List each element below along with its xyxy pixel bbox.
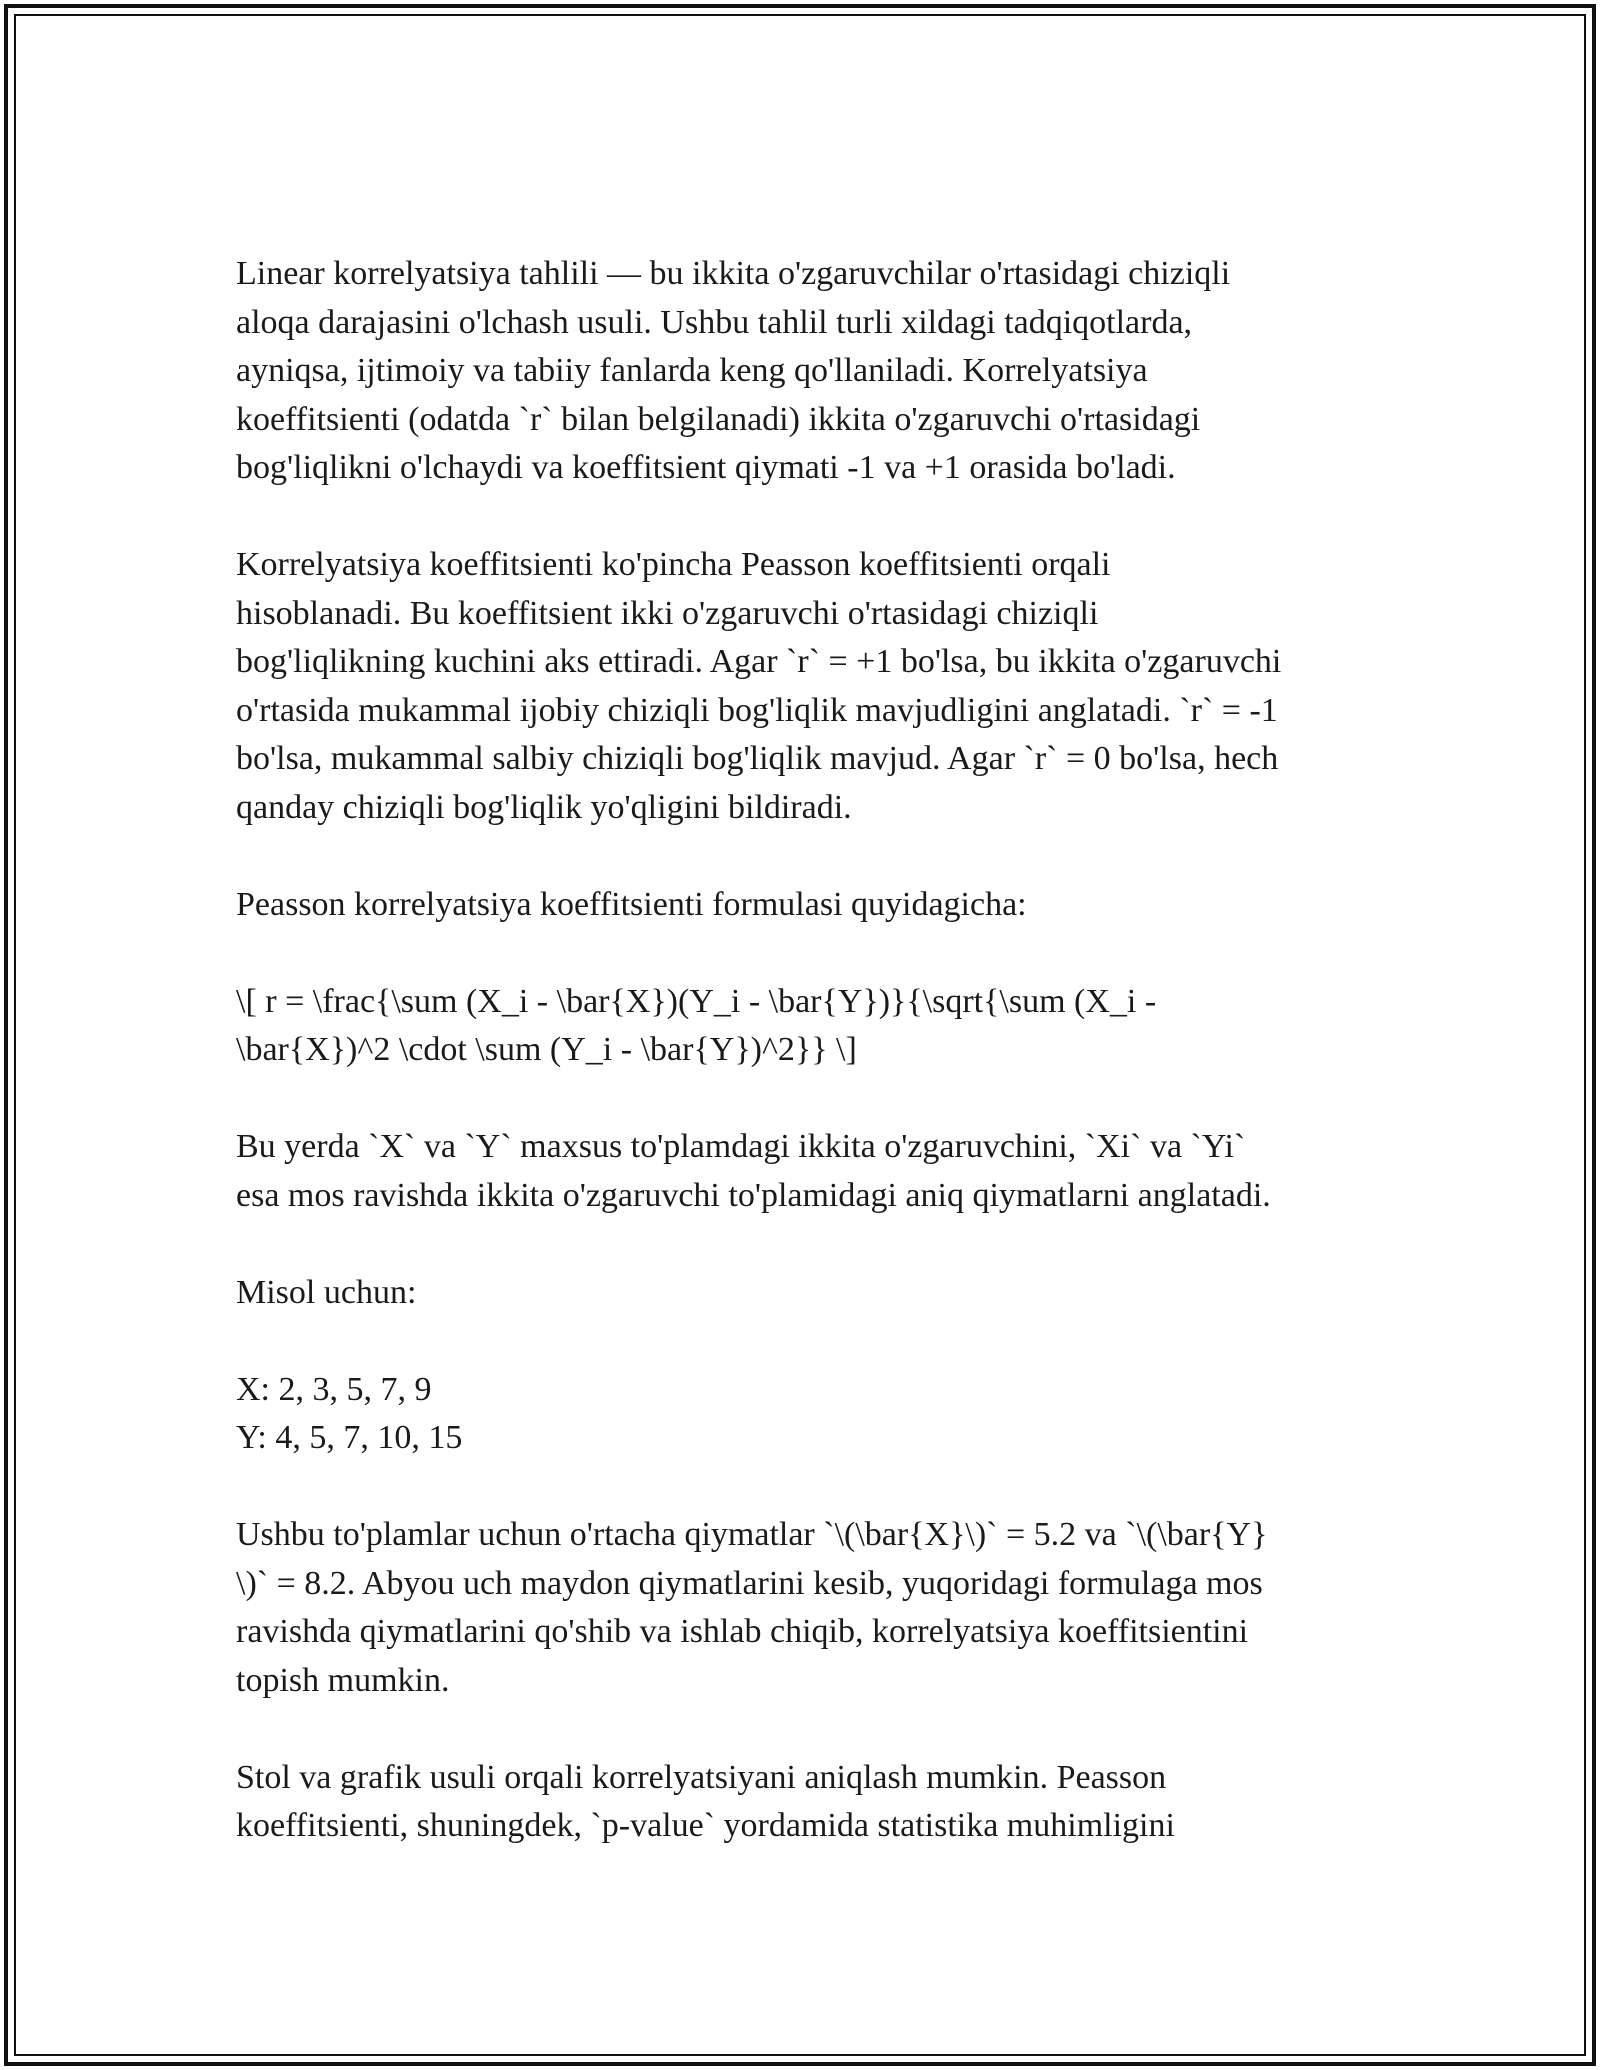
paragraph-example-data — [236, 1366, 1376, 1463]
text-line: ayniqsa, ijtimoiy va tabiiy fanlarda keng qo'llaniladi. Korrelyatsiya — [236, 352, 1148, 389]
text-line: Ushbu to'plamlar uchun o'rtacha qiymatlar `\(\bar{X}\)` = 5.2 va `\(\bar{Y} — [236, 1516, 1268, 1553]
text-line: Linear korrelyatsiya tahlili — bu ikkita o'zgaruvchilar o'rtasidagi chiziqli — [236, 255, 1231, 292]
text-line: hisoblanadi. Bu koeffitsient ikki o'zgaruvchi o'rtasidagi chiziqli — [236, 594, 1099, 632]
text-line: esa mos ravishda ikkita o'zgaruvchi to'plamidagi aniq qiymatlarni anglatadi. — [236, 1176, 1271, 1214]
text-line: qanday chiziqli bog'liqlik yo'qligini bildiradi. — [236, 788, 852, 826]
text-line: Bu yerda `X` va `Y` maxsus to'plamdagi ikkita o'zgaruvchini, `Xi` va `Yi` — [236, 1128, 1246, 1165]
text-line: bo'lsa, mukammal salbiy chiziqli bog'liqlik mavjud. Agar `r` = 0 bo'lsa, hech — [236, 740, 1279, 777]
paragraph-formula-intro — [236, 881, 1376, 930]
text-line: aloqa darajasini o'lchash usuli. Ushbu tahlil turli xildagi tadqiqotlarda, — [236, 303, 1193, 341]
text-line: ravishda qiymatlarini qo'shib va ishlab chiqib, korrelyatsiya koeffitsientini — [236, 1613, 1249, 1650]
formula-line: \[ r = \frac{\sum (X_i - \bar{X})(Y_i - \bar{Y})}{\sqrt{\sum (X_i - — [236, 982, 1157, 1020]
text-line: Stol va grafik usuli orqali korrelyatsiyani aniqlash mumkin. Peasson — [236, 1758, 1167, 1796]
text-line: Korrelyatsiya koeffitsienti ko'pincha Peasson koeffitsienti orqali — [236, 546, 1111, 583]
document-body — [236, 250, 1376, 1899]
text-line: bog'liqlikning kuchini aks ettiradi. Agar `r` = +1 bo'lsa, bu ikkita o'zgaruvchi — [236, 643, 1282, 680]
text-line: Peasson korrelyatsiya koeffitsienti formulasi quyidagicha: — [236, 885, 1027, 923]
paragraph-means — [236, 1511, 1376, 1705]
text-line: \)` = 8.2. Abyou uch maydon qiymatlarini kesib, yuqoridagi formulaga mos — [236, 1564, 1263, 1602]
text-line: koeffitsienti, shuningdek, `p-value` yordamida statistika muhimligini — [236, 1807, 1175, 1844]
formula-line: \bar{X})^2 \cdot \sum (Y_i - \bar{Y})^2}} \] — [236, 1031, 857, 1068]
paragraph-formula — [236, 978, 1376, 1075]
data-line-x: X: 2, 3, 5, 7, 9 — [236, 1370, 432, 1408]
paragraph-example-heading — [236, 1269, 1376, 1318]
text-line: topish mumkin. — [236, 1661, 450, 1699]
text-line: Misol uchun: — [236, 1273, 417, 1311]
paragraph-methods — [236, 1754, 1376, 1851]
text-line: bog'liqlikni o'lchaydi va koeffitsient qiymati -1 va +1 orasida bo'ladi. — [236, 449, 1176, 486]
paragraph-variables — [236, 1123, 1376, 1220]
text-line: o'rtasida mukammal ijobiy chiziqli bog'liqlik mavjudligini anglatadi. `r` = -1 — [236, 691, 1278, 729]
data-line-y: Y: 4, 5, 7, 10, 15 — [236, 1419, 463, 1456]
paragraph-intro — [236, 250, 1376, 493]
text-line: koeffitsienti (odatda `r` bilan belgilanadi) ikkita o'zgaruvchi o'rtasidagi — [236, 400, 1201, 438]
paragraph-coefficient — [236, 541, 1376, 832]
